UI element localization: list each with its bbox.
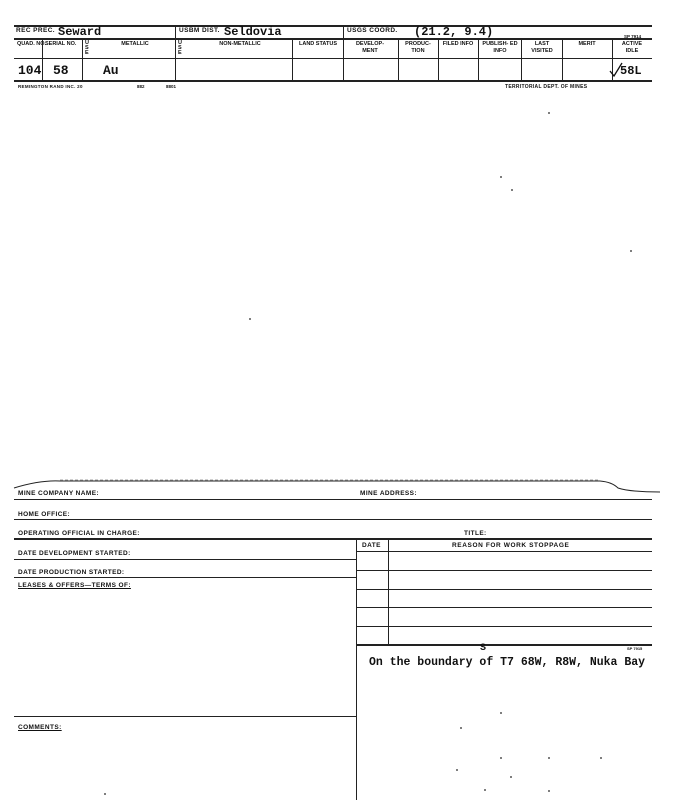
location-note: On the boundary of T7 68W, R8W, Nuka Bay (369, 656, 646, 669)
col-quad-no: QUAD. NO. (17, 41, 47, 47)
leases-offers-label: LEASES & OFFERS—TERMS OF: (18, 582, 131, 589)
divider (42, 38, 43, 81)
operating-official-label: OPERATING OFFICIAL IN CHARGE: (18, 530, 140, 537)
divider (478, 38, 479, 81)
col-active-idle: ACTIVE IDLE (621, 41, 643, 54)
rule (356, 607, 652, 608)
scan-speck (249, 318, 251, 320)
divider (292, 38, 293, 81)
mine-company-name-label: MINE COMPANY NAME: (18, 490, 99, 497)
home-office-label: HOME OFFICE: (18, 511, 71, 518)
divider (388, 538, 389, 645)
rule (14, 499, 652, 500)
divider (521, 38, 522, 81)
col-merit: MERIT (578, 41, 596, 47)
scan-speck (460, 727, 462, 729)
col-serial-no: SERIAL NO. (45, 41, 77, 47)
rule (356, 589, 652, 590)
scan-speck (548, 790, 550, 792)
date-development-started-label: DATE DEVELOPMENT STARTED: (18, 550, 131, 557)
correction-mark: S (480, 643, 487, 654)
scan-speck (511, 189, 513, 191)
rule (356, 570, 652, 571)
scan-speck (600, 757, 602, 759)
rule (14, 559, 356, 560)
department-imprint: TERRITORIAL DEPT. OF MINES (505, 84, 588, 90)
code-2: 8801 (166, 84, 177, 89)
scan-speck (104, 793, 106, 795)
usgs-coord-value: (21.2, 9.4) (414, 25, 494, 39)
col-development: DEVELOP- MENT (355, 41, 385, 54)
col-land-status: LAND STATUS (299, 41, 337, 47)
divider (356, 538, 357, 800)
rec-prec-label: REC PREC. (16, 27, 55, 34)
mine-address-label: MINE ADDRESS: (360, 490, 417, 497)
usbm-dist-value: Seldovia (224, 25, 282, 39)
check-mark-icon (609, 62, 623, 78)
rule (14, 519, 652, 520)
reason-column-header: REASON FOR WORK STOPPAGE (452, 542, 570, 549)
quad-no-value: 104 (18, 63, 42, 78)
rule (14, 716, 356, 717)
record-bottom-rule (14, 80, 652, 82)
col-last-visited: LAST VISITED (531, 41, 553, 54)
scan-speck (456, 769, 458, 771)
col-production: PRODUC- TION (405, 41, 431, 54)
date-column-header: DATE (362, 542, 381, 549)
col-use: U S E (85, 40, 89, 56)
divider (175, 25, 176, 81)
printer-imprint: REMINGTON RAND INC. 20 (18, 84, 83, 89)
scan-speck (548, 757, 550, 759)
metallic-value: Au (103, 63, 119, 78)
col-use: U S E (178, 40, 182, 56)
divider (343, 25, 344, 81)
divider (82, 38, 83, 81)
header-top-rule (14, 25, 652, 27)
scan-speck (510, 776, 512, 778)
divider (438, 38, 439, 81)
usbm-dist-label: USBM DIST. (179, 27, 220, 34)
serial-no-value: 58 (53, 63, 69, 78)
column-head-rule (14, 58, 652, 59)
scan-speck (630, 250, 632, 252)
scan-speck (548, 112, 550, 114)
scan-speck (500, 176, 502, 178)
scan-speck (500, 757, 502, 759)
scan-speck (500, 712, 502, 714)
rule (356, 644, 652, 646)
rec-prec-value: Seward (58, 25, 102, 39)
col-filed-info: FILED INFO (442, 41, 474, 47)
header-bottom-rule (14, 38, 652, 40)
title-label: TITLE: (464, 530, 487, 537)
scan-speck (484, 789, 486, 791)
comments-label: COMMENTS: (18, 724, 62, 731)
card-edge (0, 474, 678, 494)
active-idle-value: 58L (620, 64, 642, 78)
divider (398, 38, 399, 81)
rule (14, 538, 652, 540)
col-published-info: PUBLISH- ED INFO (482, 41, 518, 54)
form-number: SP 7914 (624, 34, 642, 39)
code-1: 882 (137, 84, 145, 89)
col-non-metallic: NON-METALLIC (219, 41, 261, 47)
rule (356, 626, 652, 627)
divider (562, 38, 563, 81)
col-metallic: METALLIC (121, 41, 149, 47)
rule (14, 577, 356, 578)
form-number-2: SP 7915 (627, 646, 643, 651)
usgs-coord-label: USGS COORD. (347, 27, 398, 34)
rule (356, 551, 652, 552)
date-production-started-label: DATE PRODUCTION STARTED: (18, 569, 125, 576)
